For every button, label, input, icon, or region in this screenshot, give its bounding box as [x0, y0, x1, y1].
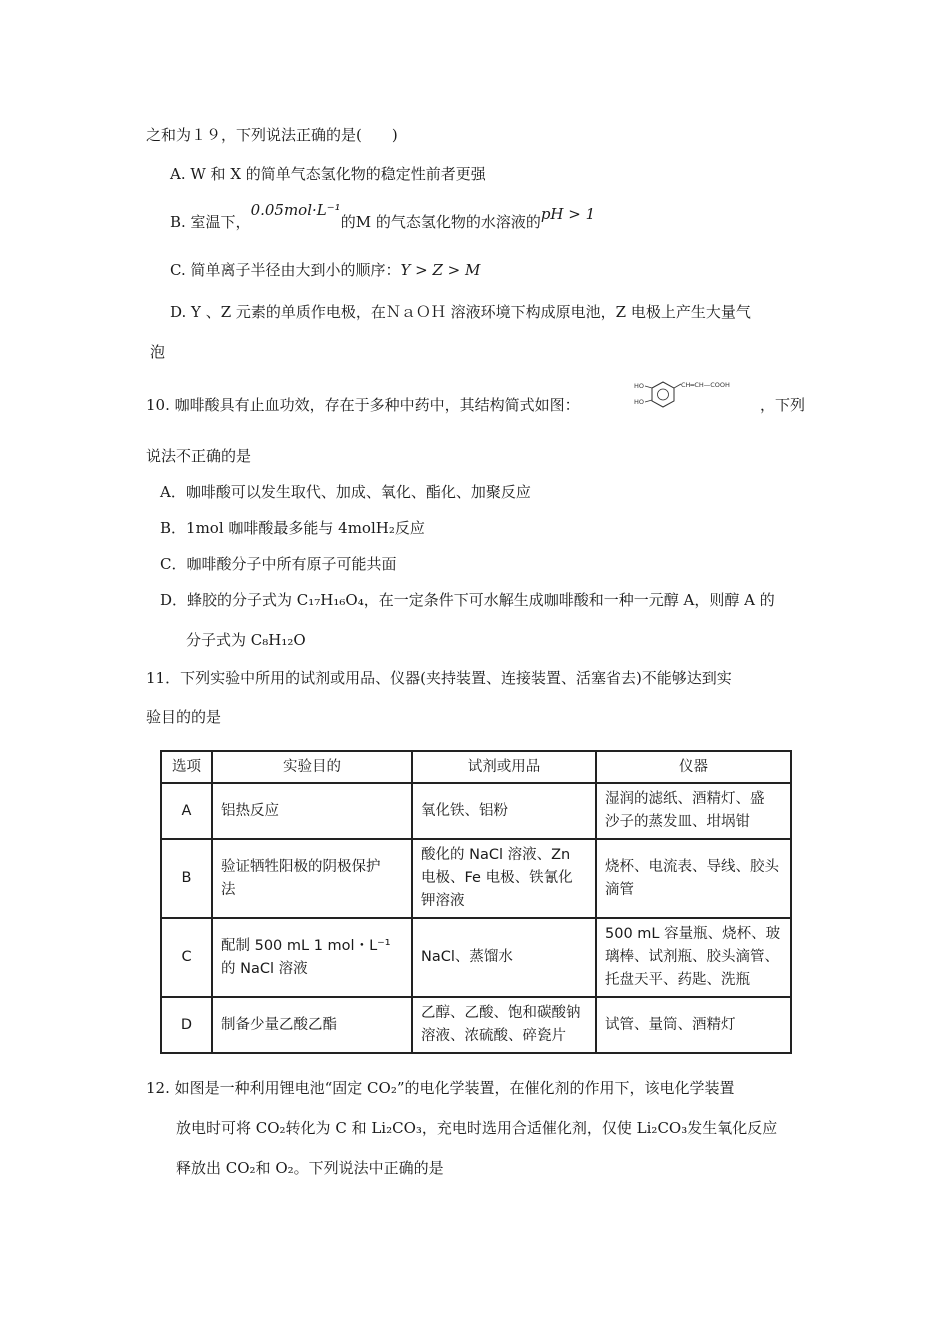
molecule-ho-bottom: HO — [634, 398, 645, 406]
row-purpose: 铝热反应 — [212, 783, 412, 839]
row-apparatus: 500 mL 容量瓶、烧杯、玻 璃棒、试剂瓶、胶头滴管、 托盘天平、药匙、洗瓶 — [596, 918, 791, 997]
row-purpose: 制备少量乙酸乙酯 — [212, 997, 412, 1053]
molecule-side-chain: CH═CH—COOH — [681, 381, 730, 389]
q11-experiment-table — [160, 750, 792, 1048]
q11-stem-line1: 11．下列实验中所用的试剂或用品、仪器(夹持装置、连接装置、活塞省去)不能够达到实 — [146, 669, 732, 687]
q9-option-b-concentration: 0.05mol·L⁻¹ — [250, 201, 341, 219]
q12-stem-line1: 12. 如图是一种利用锂电池“固定 CO₂”的电化学装置，在催化剂的作用下，该电化学装置 — [146, 1079, 735, 1097]
row-purpose: 配制 500 mL 1 mol・L⁻¹ 的 NaCl 溶液 — [212, 918, 412, 997]
q9-stem-tail: 之和为１９，下列说法正确的是( ) — [146, 126, 398, 144]
row-apparatus: 试管、量筒、酒精灯 — [596, 997, 791, 1053]
table-row — [161, 918, 791, 997]
row-purpose: 验证牺牲阳极的阴极保护 法 — [212, 839, 412, 918]
q12-stem-line2: 放电时可将 CO₂转化为 C 和 Li₂CO₃，充电时选用合适催化剂，仅使 Li₂CO₃发生氧化反应 — [176, 1119, 778, 1137]
q9-option-c-prefix: C. 简单离子半径由大到小的顺序： — [170, 261, 401, 279]
q10-option-a: A．咖啡酸可以发生取代、加成、氧化、酯化、加聚反应 — [160, 483, 531, 501]
caffeic-acid-structure-svg — [634, 378, 754, 424]
q9-option-c-order: Y > Z > M — [400, 261, 481, 279]
q10-option-d-line2: 分子式为 C₈H₁₂O — [186, 631, 306, 649]
q11-stem-line2: 验目的的是 — [146, 708, 222, 726]
table-header-row — [161, 751, 791, 783]
row-reagents: 氧化铁、铝粉 — [412, 783, 596, 839]
header-purpose: 实验目的 — [212, 751, 412, 783]
molecule-ho-top: HO — [634, 382, 645, 390]
caffeic-acid-structure — [634, 378, 754, 424]
q9-option-d-line1: D. Y 、Z 元素的单质作电极，在ＮａＯＨ 溶液环境下构成原电池，Z 电极上产生大量气 — [170, 303, 751, 321]
table-row — [161, 997, 791, 1053]
q10-stem-line2: 说法不正确的是 — [146, 447, 252, 465]
row-option: B — [161, 839, 212, 918]
q12-stem-line3: 释放出 CO₂和 O₂。下列说法中正确的是 — [176, 1159, 444, 1177]
table-row — [161, 839, 791, 918]
header-option: 选项 — [161, 751, 212, 783]
experiment-table — [160, 750, 792, 1054]
header-reagents: 试剂或用品 — [412, 751, 596, 783]
q9-option-b — [170, 201, 596, 232]
header-apparatus: 仪器 — [596, 751, 791, 783]
q10-option-d-line1: D．蜂胶的分子式为 C₁₇H₁₆O₄，在一定条件下可水解生成咖啡酸和一种一元醇 A，则醇 A 的 — [160, 591, 775, 609]
q9-option-b-ph: pH > 1 — [540, 205, 596, 223]
row-reagents: 乙醇、乙酸、饱和碳酸钠 溶液、浓硫酸、碎瓷片 — [412, 997, 596, 1053]
row-reagents: 酸化的 NaCl 溶液、Zn 电极、Fe 电极、铁氰化 钾溶液 — [412, 839, 596, 918]
q10-stem-line1-suffix: ，下列 — [760, 396, 806, 414]
table-row — [161, 783, 791, 839]
row-option: D — [161, 997, 212, 1053]
q9-option-a: A. W 和 X 的简单气态氢化物的稳定性前者更强 — [170, 165, 486, 183]
row-apparatus: 湿润的滤纸、酒精灯、盛 沙子的蒸发皿、坩埚钳 — [596, 783, 791, 839]
q9-option-b-middle: 的M 的气态氢化物的水溶液的 — [340, 213, 541, 231]
row-reagents: NaCl、蒸馏水 — [412, 918, 596, 997]
row-option: A — [161, 783, 212, 839]
q9-option-b-prefix: B. 室温下， — [170, 213, 251, 231]
q10-option-b: B．1mol 咖啡酸最多能与 4molH₂反应 — [160, 519, 425, 537]
row-apparatus: 烧杯、电流表、导线、胶头 滴管 — [596, 839, 791, 918]
q10-stem-line1-prefix: 10. 咖啡酸具有止血功效，存在于多种中药中，其结构简式如图： — [146, 396, 580, 414]
q10-option-c: C．咖啡酸分子中所有原子可能共面 — [160, 555, 397, 573]
q9-option-c — [170, 260, 480, 280]
q9-option-d-line2: 泡 — [150, 343, 166, 361]
row-option: C — [161, 918, 212, 997]
